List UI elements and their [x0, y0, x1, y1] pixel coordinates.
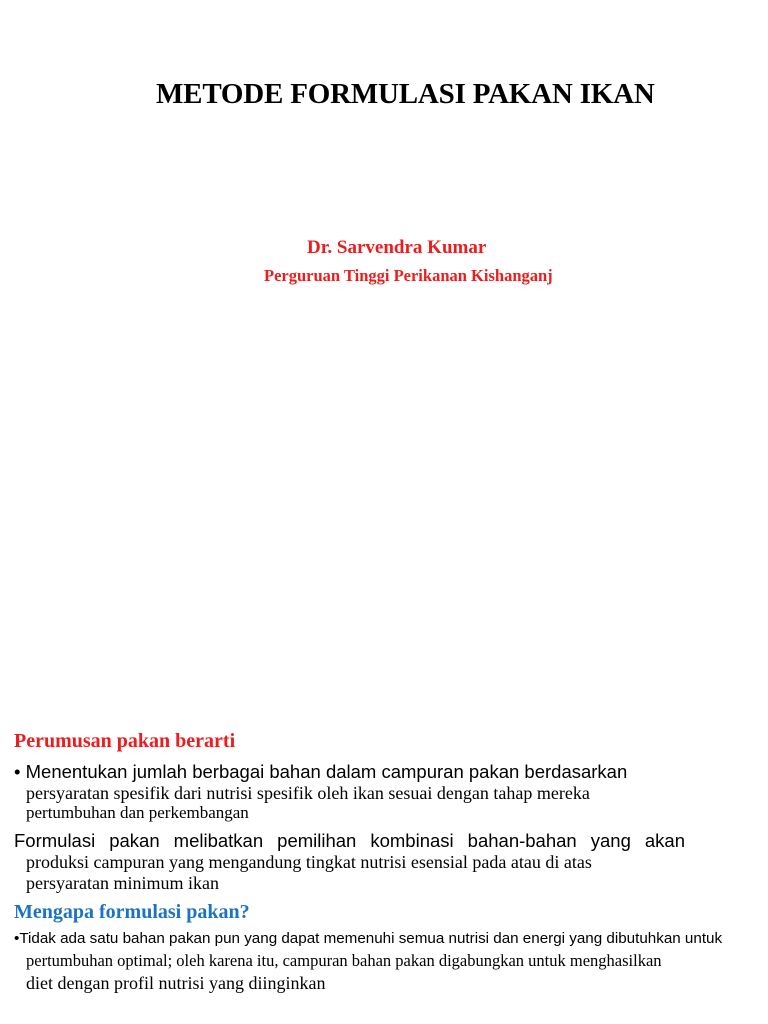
section-heading-definition: Perumusan pakan berarti	[14, 730, 236, 752]
author-name: Dr. Sarvendra Kumar	[307, 237, 487, 258]
paragraph-line: persyaratan minimum ikan	[26, 873, 219, 893]
section-heading-why: Mengapa formulasi pakan?	[14, 901, 250, 923]
bullet-line: • Menentukan jumlah berbagai bahan dalam campuran pakan berdasarkan	[14, 761, 628, 782]
bullet-line: persyaratan spesifik dari nutrisi spesifik oleh ikan sesuai dengan tahap mereka	[26, 783, 590, 803]
bullet-line: •Tidak ada satu bahan pakan pun yang dapat memenuhi semua nutrisi dan energi yang dibutuhkan untuk	[14, 930, 723, 947]
institution-name: Perguruan Tinggi Perikanan Kishanganj	[264, 266, 553, 285]
bullet-line: pertumbuhan optimal; oleh karena itu, campuran bahan pakan digabungkan untuk menghasilkan	[26, 951, 662, 970]
paragraph-line: produksi campuran yang mengandung tingkat nutrisi esensial pada atau di atas	[26, 852, 592, 872]
bullet-line: pertumbuhan dan perkembangan	[26, 803, 249, 822]
slide-title: METODE FORMULASI PAKAN IKAN	[156, 78, 655, 110]
bullet-line: diet dengan profil nutrisi yang diinginkan	[26, 973, 326, 993]
paragraph-line: Formulasi pakan melibatkan pemilihan kombinasi bahan-bahan yang akan	[14, 830, 685, 851]
